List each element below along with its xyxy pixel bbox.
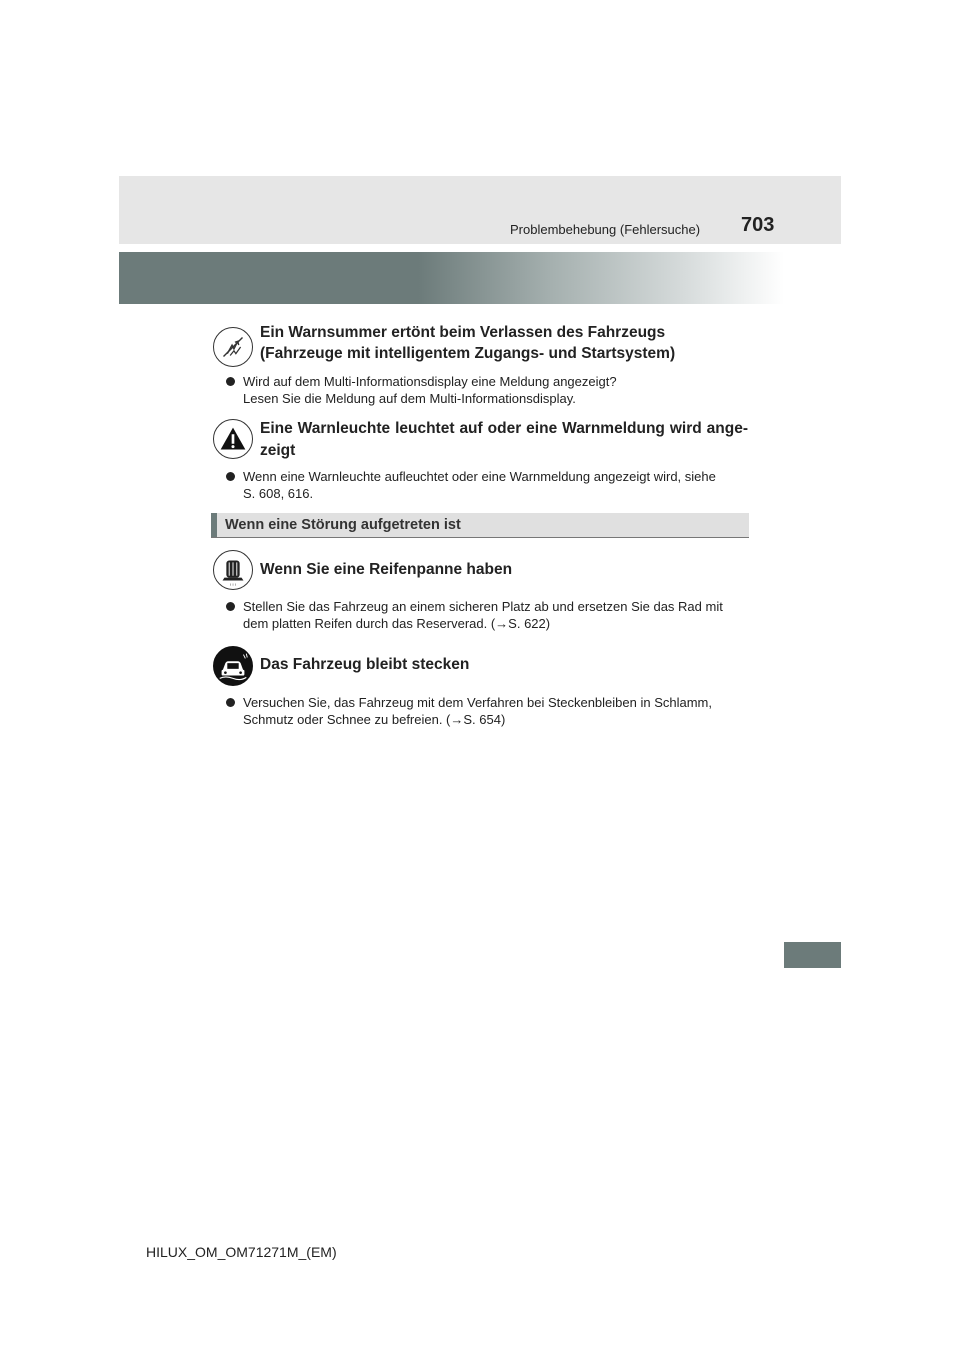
bullet-icon <box>226 602 235 611</box>
page-header <box>119 176 841 244</box>
bullet-text-line2: Lesen Sie die Meldung auf dem Multi-Informationsdisplay. <box>243 391 576 406</box>
list-item <box>226 694 746 728</box>
heading-warning-light-line1: Eine Warnleuchte leuchtet auf oder eine Warnmeldung wird ange- <box>260 420 748 437</box>
flat-tire-icon <box>213 550 253 590</box>
warning-triangle-icon <box>213 419 253 459</box>
bullet-text-line1: Versuchen Sie, das Fahrzeug mit dem Verfahren bei Steckenbleiben in Schlamm, <box>243 695 712 710</box>
list-item <box>226 373 746 407</box>
header-section-title: Problembehebung (Fehlersuche) <box>510 222 701 237</box>
bullet-text-line2: Schmutz oder Schnee zu befreien. (→S. 654) <box>243 712 506 727</box>
bullet-text-line1: Wenn eine Warnleuchte aufleuchtet oder eine Warnmeldung angezeigt wird, siehe <box>243 469 716 484</box>
list-item <box>226 598 746 632</box>
heading-stuck-vehicle: Das Fahrzeug bleibt stecken <box>260 656 470 673</box>
warning-buzzer-icon <box>213 327 253 367</box>
chapter-banner <box>119 252 784 304</box>
heading-flat-tire: Wenn Sie eine Reifenpanne haben <box>260 561 513 578</box>
section-title: Wenn eine Störung aufgetreten ist <box>225 517 461 533</box>
heading-warning-buzzer-line1: Ein Warnsummer ertönt beim Verlassen des Fahrzeugs <box>260 324 666 341</box>
heading-warning-buzzer-line2: (Fahrzeuge mit intelligentem Zugangs- und Startsystem) <box>260 345 676 362</box>
page-number: 703 <box>741 214 775 236</box>
chapter-thumb-tab <box>784 942 841 968</box>
bullet-text-line2: S. 608, 616. <box>243 486 314 501</box>
bullet-text-line2: dem platten Reifen durch das Reserverad. (→S. 622) <box>243 616 551 631</box>
stuck-vehicle-icon <box>213 646 253 686</box>
bullet-text-line1: Stellen Sie das Fahrzeug an einem sicheren Platz ab und ersetzen Sie das Rad mit <box>243 599 723 614</box>
bullet-icon <box>226 377 235 386</box>
list-item <box>226 468 746 502</box>
bullet-text-line1: Wird auf dem Multi-Informationsdisplay eine Meldung angezeigt? <box>243 374 617 389</box>
bullet-icon <box>226 698 235 707</box>
heading-warning-light-line2: zeigt <box>260 442 296 459</box>
svg-text:! ! !: ! ! ! <box>229 582 237 588</box>
section-header <box>211 513 749 538</box>
document-code: HILUX_OM_OM71271M_(EM) <box>146 1244 337 1260</box>
section-accent <box>211 513 217 537</box>
bullet-icon <box>226 472 235 481</box>
